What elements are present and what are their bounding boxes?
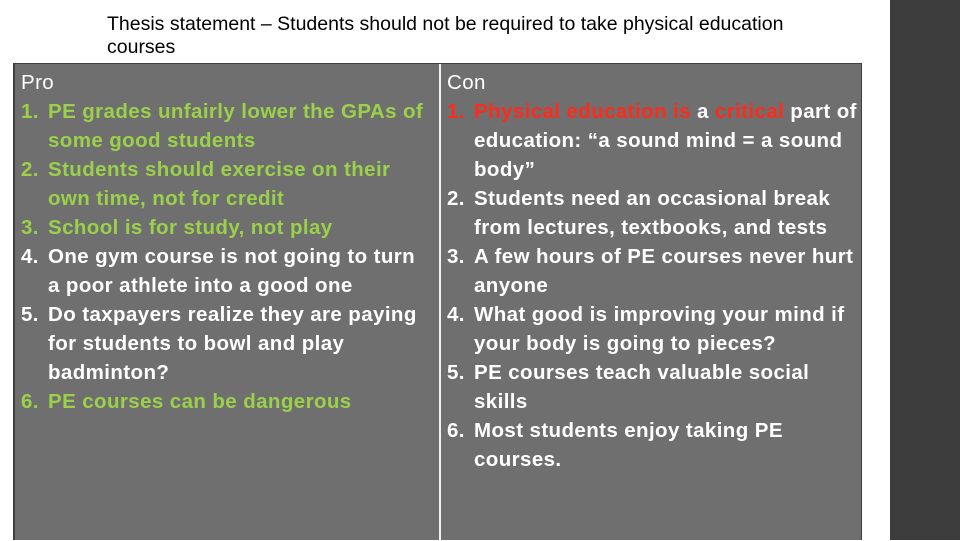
pro-list	[21, 97, 431, 416]
pro-con-table	[13, 63, 862, 540]
con-item: 3. A few hours of PE courses never hurt anyone	[447, 245, 854, 297]
con-item: 1. Physical education is a critical part of education: “a sound mind = a sound body”	[447, 100, 857, 181]
decorative-sidebar	[890, 0, 960, 540]
pro-column	[21, 68, 431, 416]
pro-heading: Pro	[21, 71, 55, 94]
pro-item: 2. Students should exercise on their own time, not for credit	[21, 158, 391, 210]
con-heading: Con	[447, 71, 486, 94]
con-item: 5. PE courses teach valuable social skills	[447, 361, 810, 413]
pro-item: 1. PE grades unfairly lower the GPAs of some good students	[21, 100, 424, 152]
pro-item: 6. PE courses can be dangerous	[21, 390, 352, 413]
column-divider	[439, 64, 441, 541]
con-list	[447, 97, 862, 474]
pro-item: 4. One gym course is not going to turn a poor athlete into a good one	[21, 245, 416, 297]
con-item: 2. Students need an occasional break from lectures, textbooks, and tests	[447, 187, 831, 239]
con-column	[447, 68, 862, 474]
con-item: 6. Most students enjoy taking PE courses.	[447, 419, 783, 471]
thesis-statement-title: Thesis statement – Students should not be required to take physical education courses	[107, 13, 784, 58]
pro-item: 5. Do taxpayers realize they are paying for students to bowl and play badminton?	[21, 303, 417, 384]
pro-item: 3. School is for study, not play	[21, 216, 333, 239]
con-item: 4. What good is improving your mind if your body is going to pieces?	[447, 303, 845, 355]
